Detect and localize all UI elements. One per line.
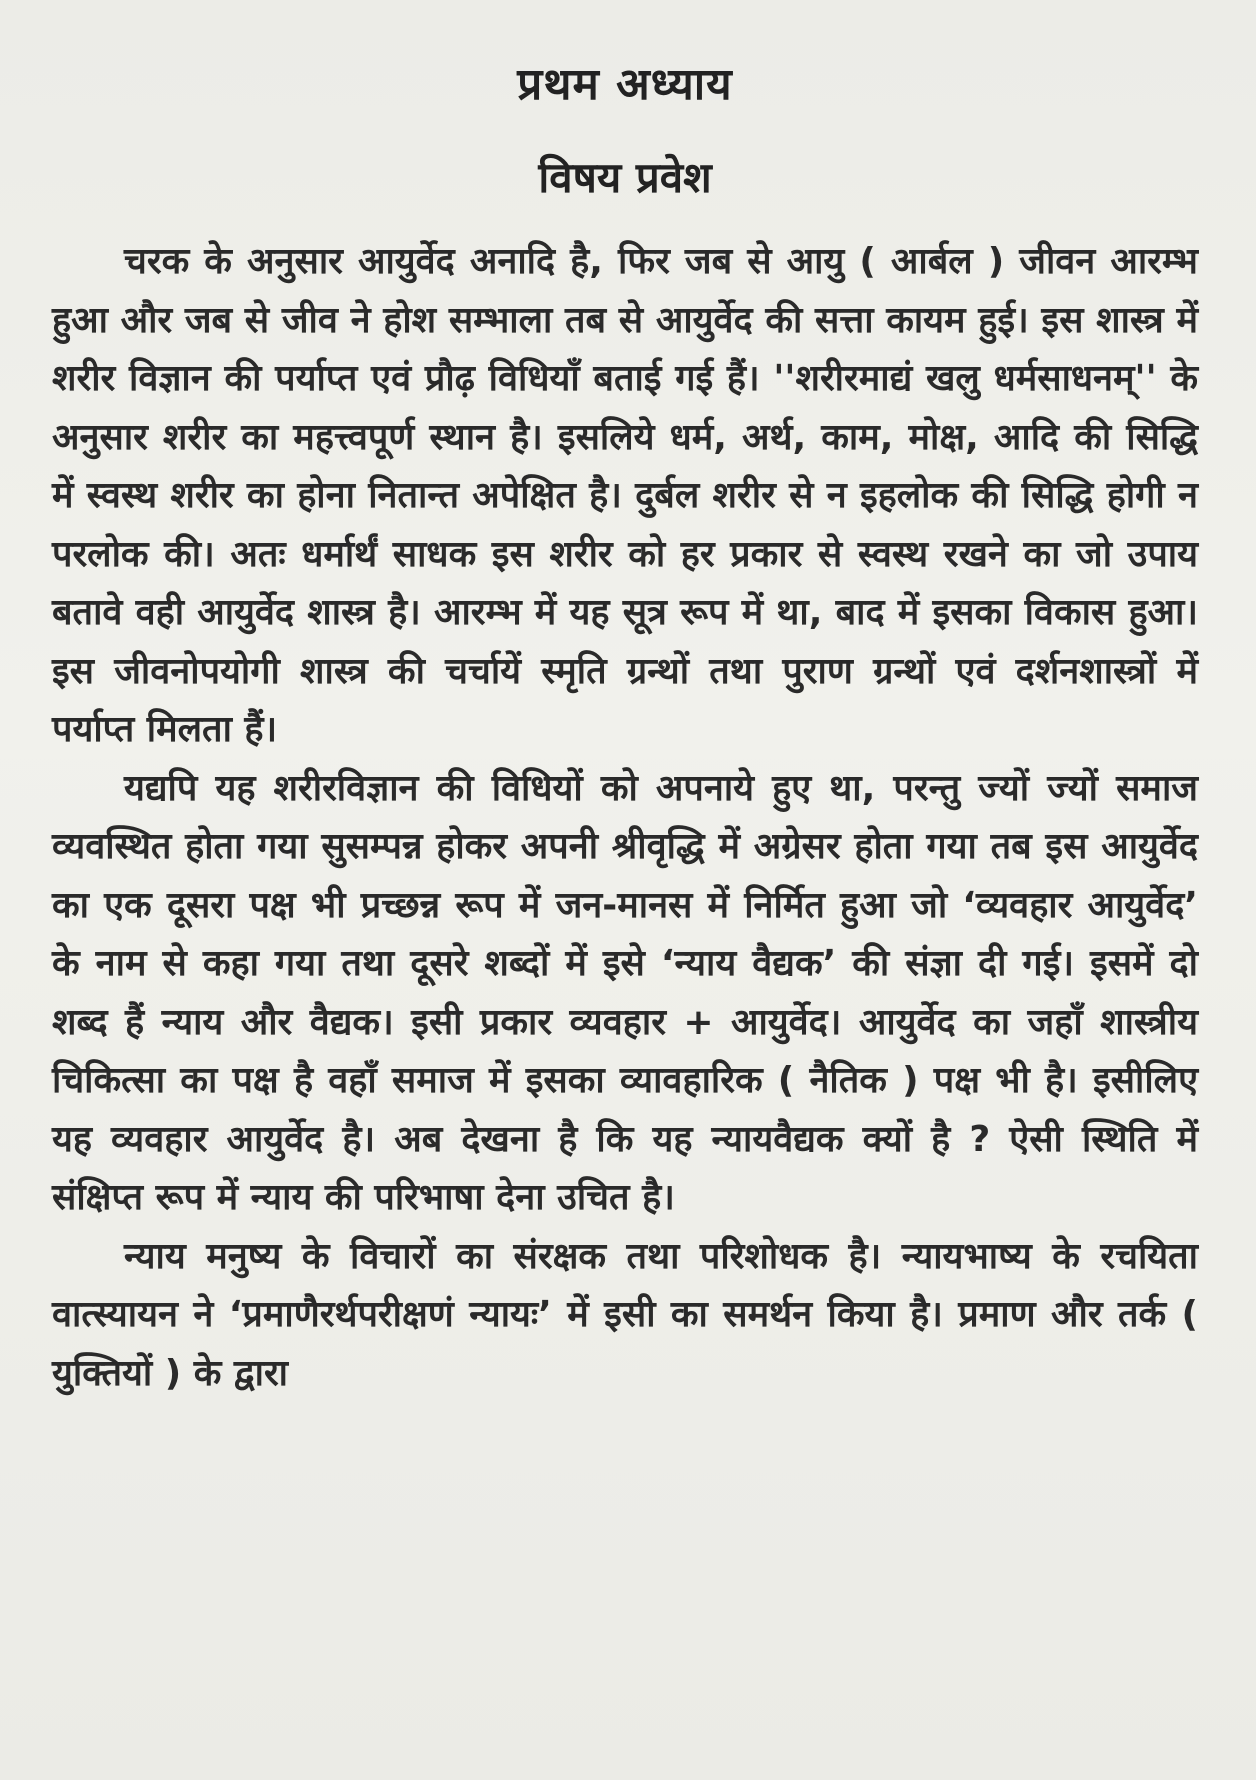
paragraph-3: न्याय मनुष्य के विचारों का संरक्षक तथा परिशोधक है। न्यायभाष्य के रचयिता वात्स्यायन ने ‘प्रमाणैरर्थपरीक्षणं न्यायः’ में इसी का समर्थन किया है। प्रमाण और तर्क ( युक्तियों ) के द्वारा — [52, 1235, 1198, 1394]
paragraph-2: यद्यपि यह शरीरविज्ञान की विधियों को अपनाये हुए था, परन्तु ज्यों ज्यों समाज व्यवस्थित होता गया सुसम्पन्न होकर अपनी श्रीवृद्धि में अग्रेसर होता गया तब इस आयुर्वेद का एक दूसरा पक्ष भी प्रच्छन्न रूप में जन-मानस में निर्मित हुआ जो ‘व्यवहार आयुर्वेद’ के नाम से कहा गया तथा दूसरे शब्दों में इसे ‘न्याय वैद्यक’ की संज्ञा दी गई। इसमें दो शब्द हैं न्याय और वैद्यक। इसी प्रकार व्यवहार + आयुर्वेद। आयुर्वेद का जहाँ शास्त्रीय चिकित्सा का पक्ष है वहाँ समाज में इसका व्यावहारिक ( नैतिक ) पक्ष भी है। इसीलिए यह व्यवहार आयुर्वेद है। अब देखना है कि यह न्यायवैद्यक क्यों है ? ऐसी स्थिति में संक्षिप्त रूप में न्याय की परिभाषा देना उचित है। — [52, 767, 1198, 1218]
chapter-title: प्रथम अध्याय — [517, 59, 733, 110]
paragraph-1: चरक के अनुसार आयुर्वेद अनादि है, फिर जब से आयु ( आर्बल ) जीवन आरम्भ हुआ और जब से जीव ने होश सम्भाला तब से आयुर्वेद की सत्ता कायम हुई। इस शास्त्र में शरीर विज्ञान की पर्याप्त एवं प्रौढ़ विधियाँ बताई गई हैं। ''शरीरमाद्यं खलु धर्मसाधनम्'' के अनुसार शरीर का महत्त्वपूर्ण स्थान है। इसलिये धर्म, अर्थ, काम, मोक्ष, आदि की सिद्धि में स्वस्थ शरीर का होना नितान्त अपेक्षित है। दुर्बल शरीर से न इहलोक की सिद्धि होगी न परलोक की। अतः धर्मार्थं साधक इस शरीर को हर प्रकार से स्वस्थ रखने का जो उपाय बतावे वही आयुर्वेद शास्त्र है। आरम्भ में यह सूत्र रूप में था, बाद में इसका विकास हुआ। इस जीवनोपयोगी शास्त्र की चर्चायें स्मृति ग्रन्थों तथा पुराण ग्रन्थों एवं दर्शनशास्त्रों में पर्याप्त मिलता हैं। — [52, 241, 1198, 750]
section-title: विषय प्रवेश — [538, 153, 712, 202]
